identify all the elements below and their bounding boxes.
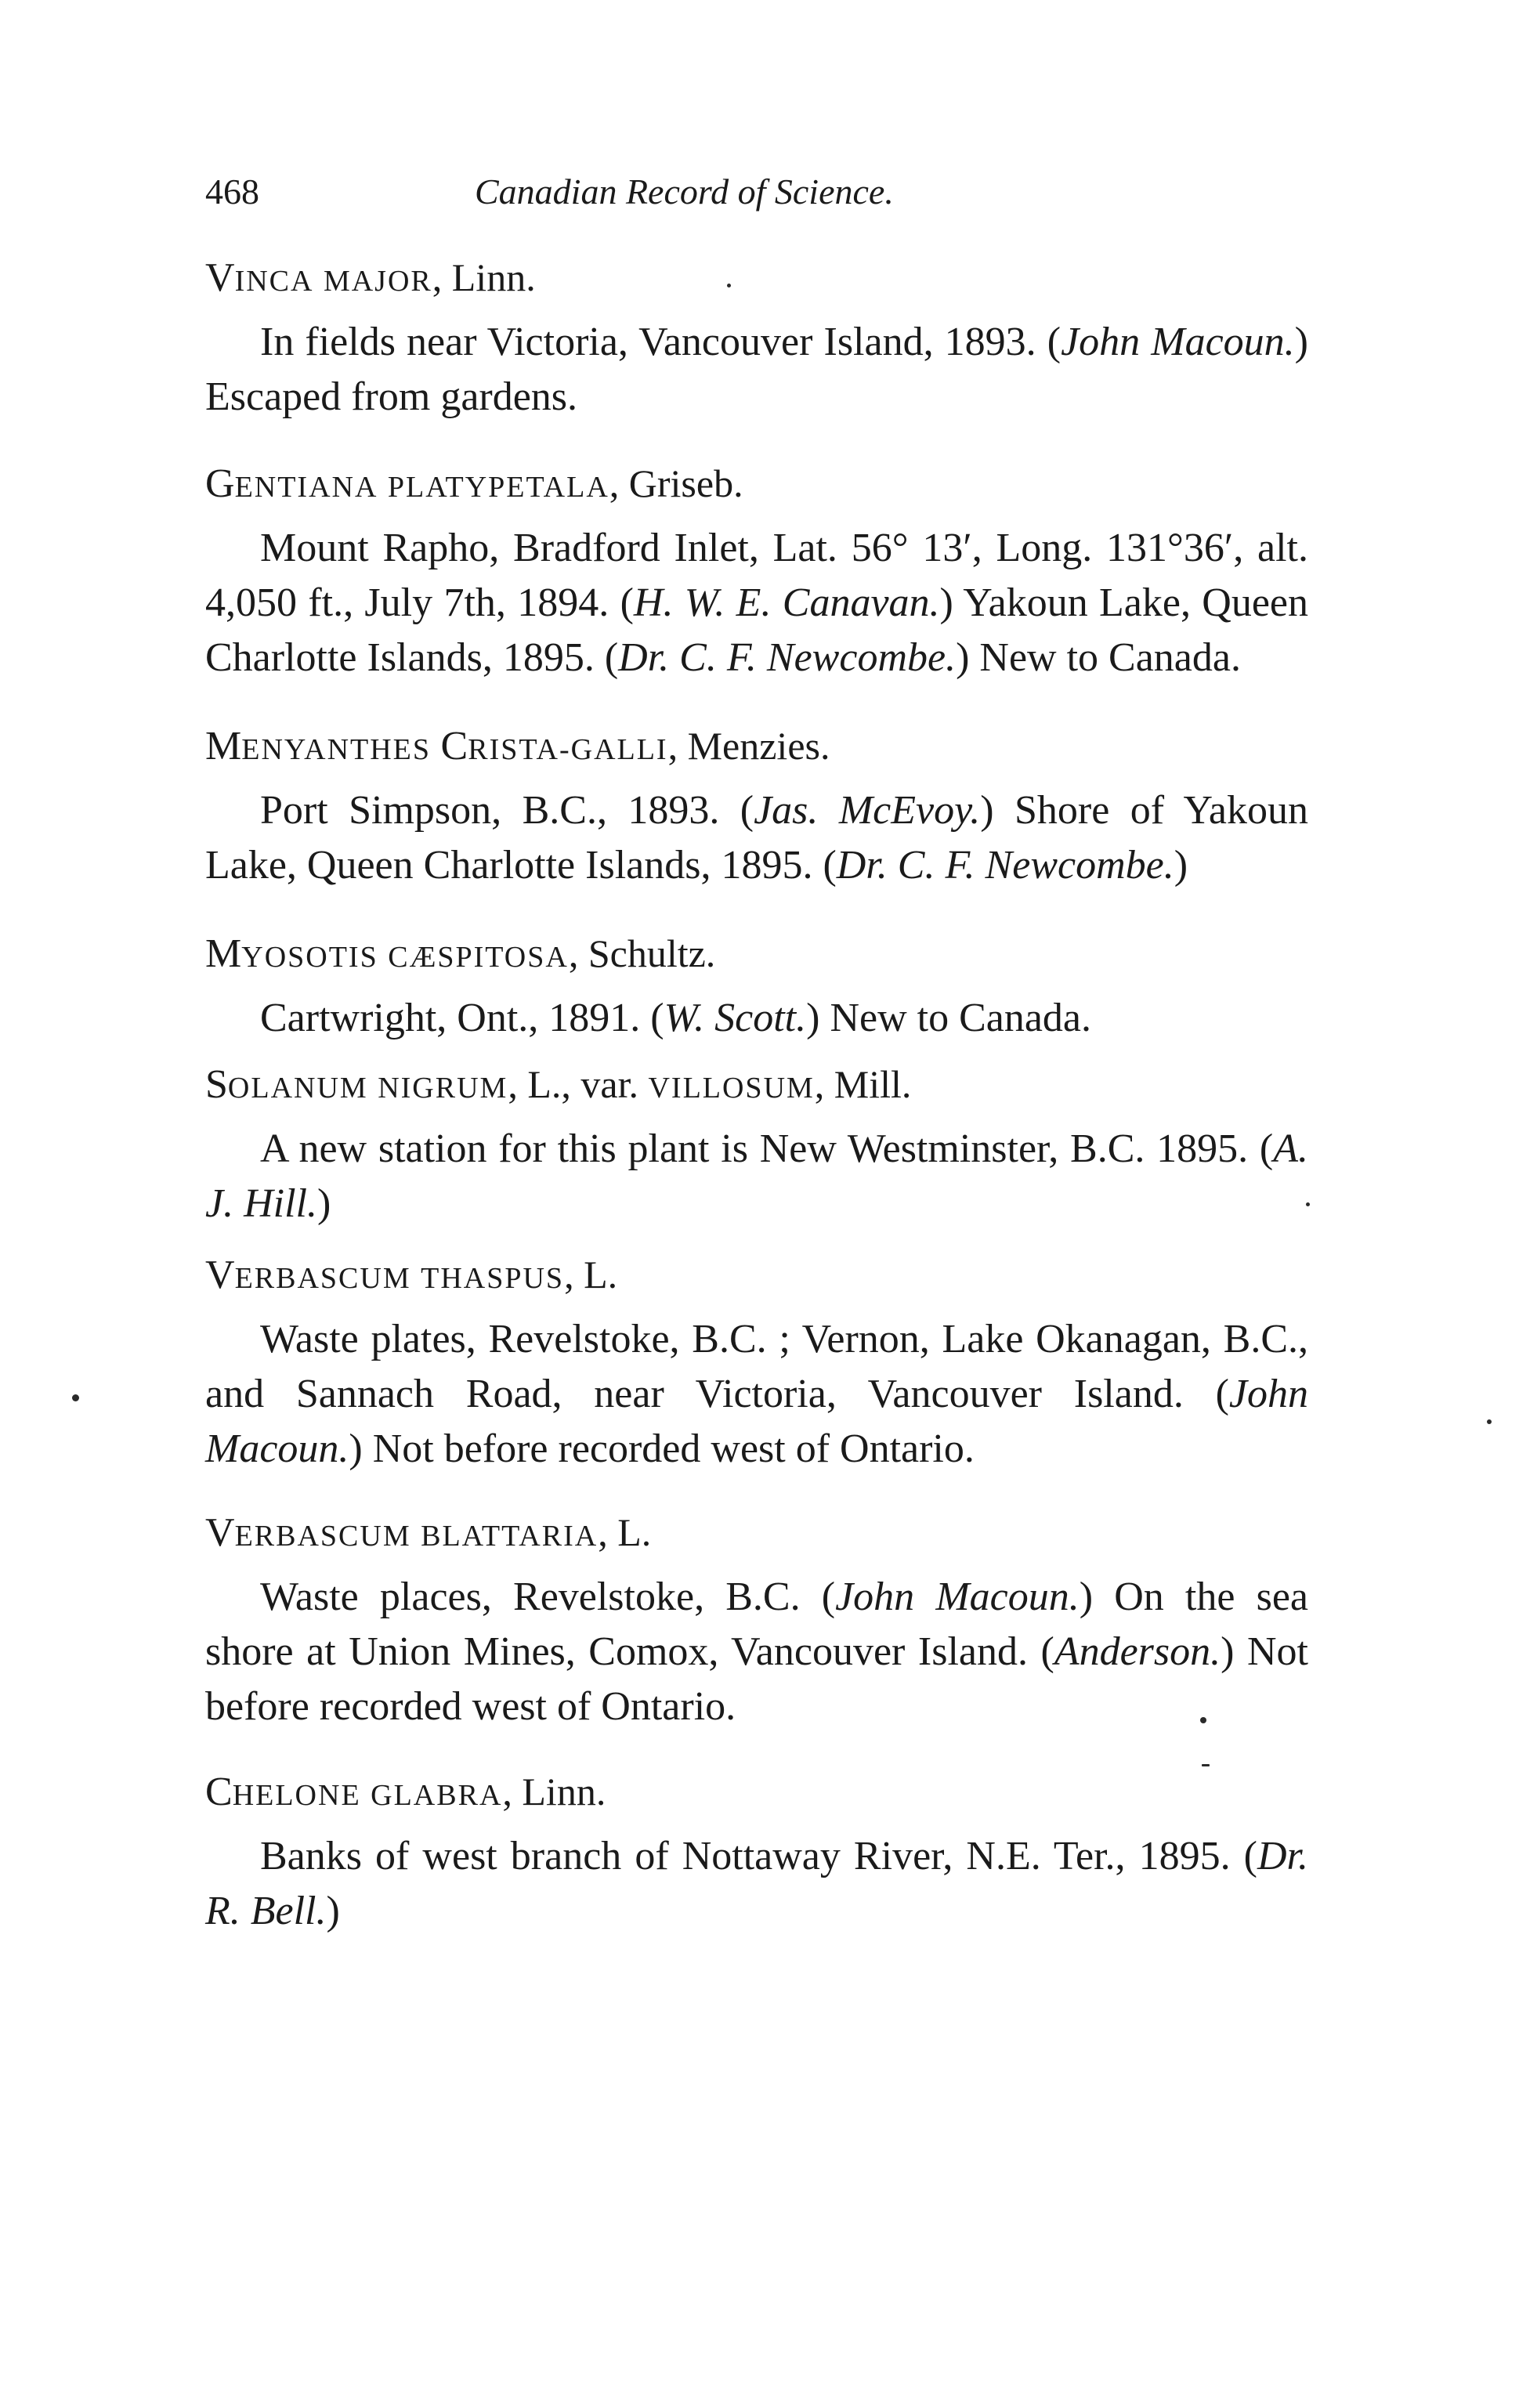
- species-entry: [205, 1057, 1308, 1231]
- collector-name: Anderson.: [1054, 1629, 1221, 1674]
- genus-initial: V: [205, 1253, 235, 1297]
- genus-rest: HELONE: [232, 1779, 361, 1812]
- species-entry: [205, 926, 1308, 1046]
- species-epithet: MAJOR: [323, 265, 432, 298]
- entry-text: [205, 1829, 1308, 1939]
- genus-rest: ERBASCUM: [234, 1262, 411, 1295]
- collector-name: John Macoun.: [1061, 320, 1295, 364]
- species-initial: C: [440, 724, 468, 768]
- collector-name: John Macoun.: [205, 1372, 1308, 1471]
- species-heading: [205, 250, 1308, 309]
- authority: , Linn.: [432, 255, 536, 299]
- text-run: ) Not before recorded west of Ontario.: [205, 1629, 1308, 1729]
- species-epithet: BLATTARIA: [421, 1520, 599, 1553]
- text-run: ) Yakoun Lake, Queen Charlotte Islands, 1895. (: [205, 580, 1309, 680]
- page-number: 468: [205, 172, 259, 212]
- species-heading: [205, 1057, 1308, 1115]
- species-epithet-rest: RISTA-: [468, 733, 571, 766]
- entry-text: [205, 783, 1308, 893]
- text-run: Cartwright, Ont., 1891. (: [260, 996, 664, 1040]
- species-epithet: GALLI: [570, 733, 668, 766]
- collector-name: A. J. Hill.: [205, 1126, 1308, 1226]
- species-entry: [205, 456, 1308, 685]
- scan-speck: [727, 284, 731, 287]
- authority: , L.: [598, 1510, 652, 1554]
- species-entry: [205, 1764, 1308, 1939]
- variety-authority: , Mill.: [814, 1062, 912, 1106]
- variety-epithet: VILLOSUM: [648, 1072, 815, 1105]
- text-run: Banks of west branch of Nottaway River, N.E. Ter., 1895. (: [260, 1834, 1257, 1878]
- genus-initial: G: [205, 461, 235, 506]
- entry-text: [205, 521, 1308, 685]
- genus-rest: ENTIANA: [234, 471, 378, 504]
- journal-title: Canadian Record of Science.: [475, 172, 894, 212]
- collector-name: W. Scott.: [664, 996, 807, 1040]
- running-head: [205, 168, 1308, 231]
- collector-name: Dr. C. F. Newcombe.: [618, 635, 957, 680]
- text-run: Port Simpson, B.C., 1893. (: [260, 788, 754, 833]
- genus-rest: OLANUM: [227, 1072, 368, 1105]
- entry-text: [205, 991, 1308, 1046]
- species-heading: [205, 926, 1308, 985]
- text-run: ) Shore of Yakoun Lake, Queen Charlotte Islands, 1895. (: [205, 788, 1308, 888]
- genus-initial: M: [205, 724, 242, 768]
- genus-rest: YOSOTIS: [241, 941, 378, 974]
- collector-name: Jas. McEvoy.: [754, 788, 981, 833]
- species-entry: [205, 1505, 1308, 1734]
- text-run: Waste places, Revelstoke, B.C. (: [260, 1575, 836, 1619]
- genus-initial: V: [205, 1510, 235, 1555]
- text-run: ) New to Canada.: [806, 996, 1092, 1040]
- authority: , Menzies.: [667, 724, 830, 768]
- scan-speck: [1487, 1419, 1492, 1424]
- collector-name: John Macoun.: [835, 1575, 1080, 1619]
- genus-initial: S: [205, 1062, 228, 1107]
- text-run: ): [326, 1889, 340, 1933]
- entry-text: [205, 1122, 1308, 1231]
- genus-rest: INCA: [234, 265, 314, 298]
- genus-initial: M: [205, 931, 242, 976]
- text-run: In fields near Victoria, Vancouver Island, 1893. (: [260, 320, 1061, 364]
- entry-text: [205, 1312, 1308, 1477]
- species-epithet: PLATYPETALA: [387, 471, 609, 504]
- authority: , L.: [564, 1253, 618, 1296]
- species-heading: [205, 1247, 1308, 1306]
- species-heading: [205, 718, 1308, 777]
- genus-initial: V: [205, 255, 235, 300]
- species-epithet: THASPUS: [421, 1262, 565, 1295]
- species-epithet: CÆSPITOSA: [388, 941, 569, 974]
- scan-speck: [72, 1394, 79, 1401]
- printed-page: [205, 168, 1308, 1939]
- collector-name: Dr. R. Bell.: [205, 1834, 1308, 1933]
- scan-speck: [1200, 1717, 1206, 1723]
- text-run: ): [1174, 843, 1188, 888]
- scan-speck: [1306, 1202, 1310, 1206]
- text-run: ): [316, 1181, 331, 1226]
- species-entry: [205, 1247, 1308, 1477]
- species-heading: [205, 456, 1308, 515]
- authority: , Griseb.: [609, 461, 743, 505]
- authority: , Schultz.: [568, 931, 716, 975]
- species-epithet: NIGRUM: [378, 1072, 508, 1105]
- text-run: ) New to Canada.: [956, 635, 1241, 680]
- text-run: ) Not before recorded west of Ontario.: [349, 1426, 975, 1471]
- species-epithet: GLABRA: [371, 1779, 503, 1812]
- authority: , L., var.: [508, 1062, 649, 1106]
- collector-name: H. W. E. Canavan.: [633, 580, 940, 625]
- text-run: A new station for this plant is New Westminster, B.C. 1895. (: [260, 1126, 1274, 1171]
- species-entry: [205, 250, 1308, 425]
- authority: , Linn.: [502, 1770, 606, 1813]
- species-heading: [205, 1505, 1308, 1564]
- scan-speck: [1202, 1764, 1210, 1766]
- text-run: ) On the sea shore at Union Mines, Comox, Vancouver Island. (: [205, 1575, 1308, 1674]
- species-heading: [205, 1764, 1308, 1823]
- text-run: Mount Rapho, Bradford Inlet, Lat. 56° 13′, Long. 131°36′, alt. 4,050 ft., July 7th, 1894. (: [205, 526, 1308, 625]
- entry-text: [205, 315, 1308, 425]
- genus-initial: C: [205, 1770, 233, 1814]
- genus-rest: ENYANTHES: [241, 733, 432, 766]
- species-entry: [205, 718, 1308, 893]
- collector-name: Dr. C. F. Newcombe.: [836, 843, 1174, 888]
- entry-text: [205, 1570, 1308, 1734]
- text-run: Waste plates, Revelstoke, B.C. ; Vernon, Lake Okanagan, B.C., and Sannach Road, near Victoria, Vancouver Island. (: [205, 1317, 1308, 1416]
- text-run: ) Escaped from gardens.: [205, 320, 1308, 419]
- genus-rest: ERBASCUM: [234, 1520, 411, 1553]
